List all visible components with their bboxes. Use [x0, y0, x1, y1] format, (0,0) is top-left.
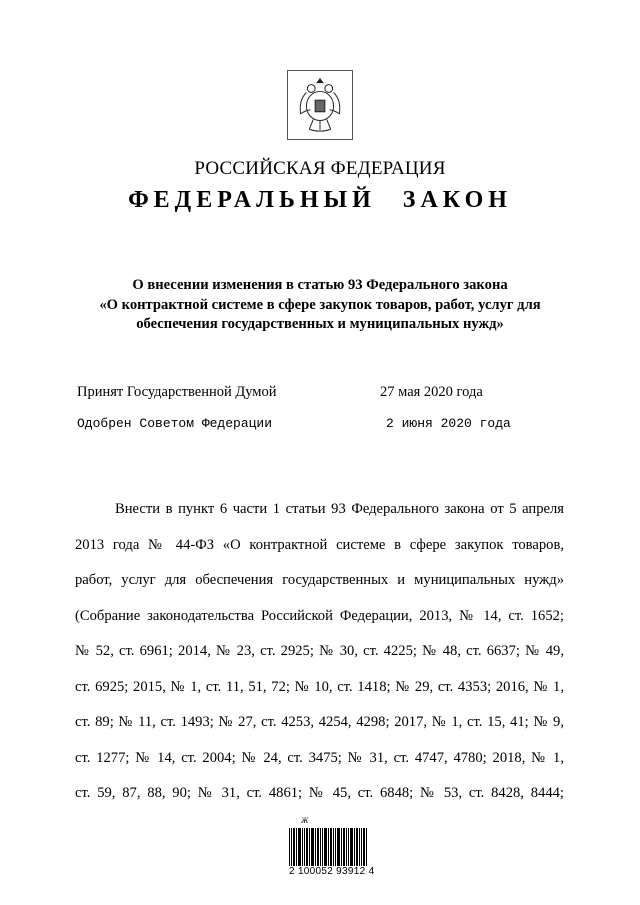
adopted-duma-date: 27 мая 2020 года — [380, 384, 483, 400]
body-line: ст. 89; № 11, ст. 1493; № 27, ст. 4253, 4254, 4298; 2017, № 1, ст. 15, 41; № 9, — [75, 714, 564, 730]
body-line: Внести в пункт 6 части 1 статьи 93 Федерального закона от 5 апреля — [115, 501, 564, 517]
adopted-duma-label: Принят Государственной Думой — [77, 384, 277, 400]
country-name: РОССИЙСКАЯ ФЕДЕРАЦИЯ — [194, 158, 446, 179]
law-body — [75, 492, 564, 812]
body-line: № 52, ст. 6961; 2014, № 23, ст. 2925; № 30, ст. 4225; № 48, ст. 6637; № 49, — [75, 643, 564, 659]
barcode-mark: Ж — [301, 816, 309, 825]
body-line: работ, услуг для обеспечения государственных и муниципальных нужд» — [75, 572, 564, 588]
document-type: ФЕДЕРАЛЬНЫЙ ЗАКОН — [128, 187, 512, 213]
body-line: ст. 59, 87, 88, 90; № 31, ст. 4861; № 45, ст. 6848; № 53, ст. 8428, 8444; — [75, 785, 564, 801]
title-line: О внесении изменения в статью 93 Федерального закона — [132, 277, 508, 293]
title-line: обеспечения государственных и муниципальных нужд» — [136, 316, 504, 332]
body-line: (Собрание законодательства Российской Федерации, 2013, № 14, ст. 1652; — [75, 607, 564, 624]
body-line: 2013 года № 44-ФЗ «О контрактной системе в сфере закупок товаров, — [75, 536, 564, 553]
approved-council-date: 2 июня 2020 года — [386, 416, 511, 431]
law-title — [60, 276, 580, 335]
barcode-icon — [289, 828, 367, 866]
title-line: «О контрактной системе в сфере закупок товаров, работ, услуг для — [99, 296, 541, 313]
document-barcode — [289, 816, 375, 884]
body-line: ст. 1277; № 14, ст. 2004; № 24, ст. 3475; № 31, ст. 4747, 4780; 2018, № 1, — [75, 749, 564, 766]
body-line: ст. 6925; 2015, № 1, ст. 11, 51, 72; № 10, ст. 1418; № 29, ст. 4353; 2016, № 1, — [75, 678, 564, 695]
approved-council-label: Одобрен Советом Федерации — [77, 416, 273, 431]
coat-of-arms-icon — [287, 70, 353, 140]
barcode-number: 2 100052 93912 4 — [289, 866, 375, 877]
